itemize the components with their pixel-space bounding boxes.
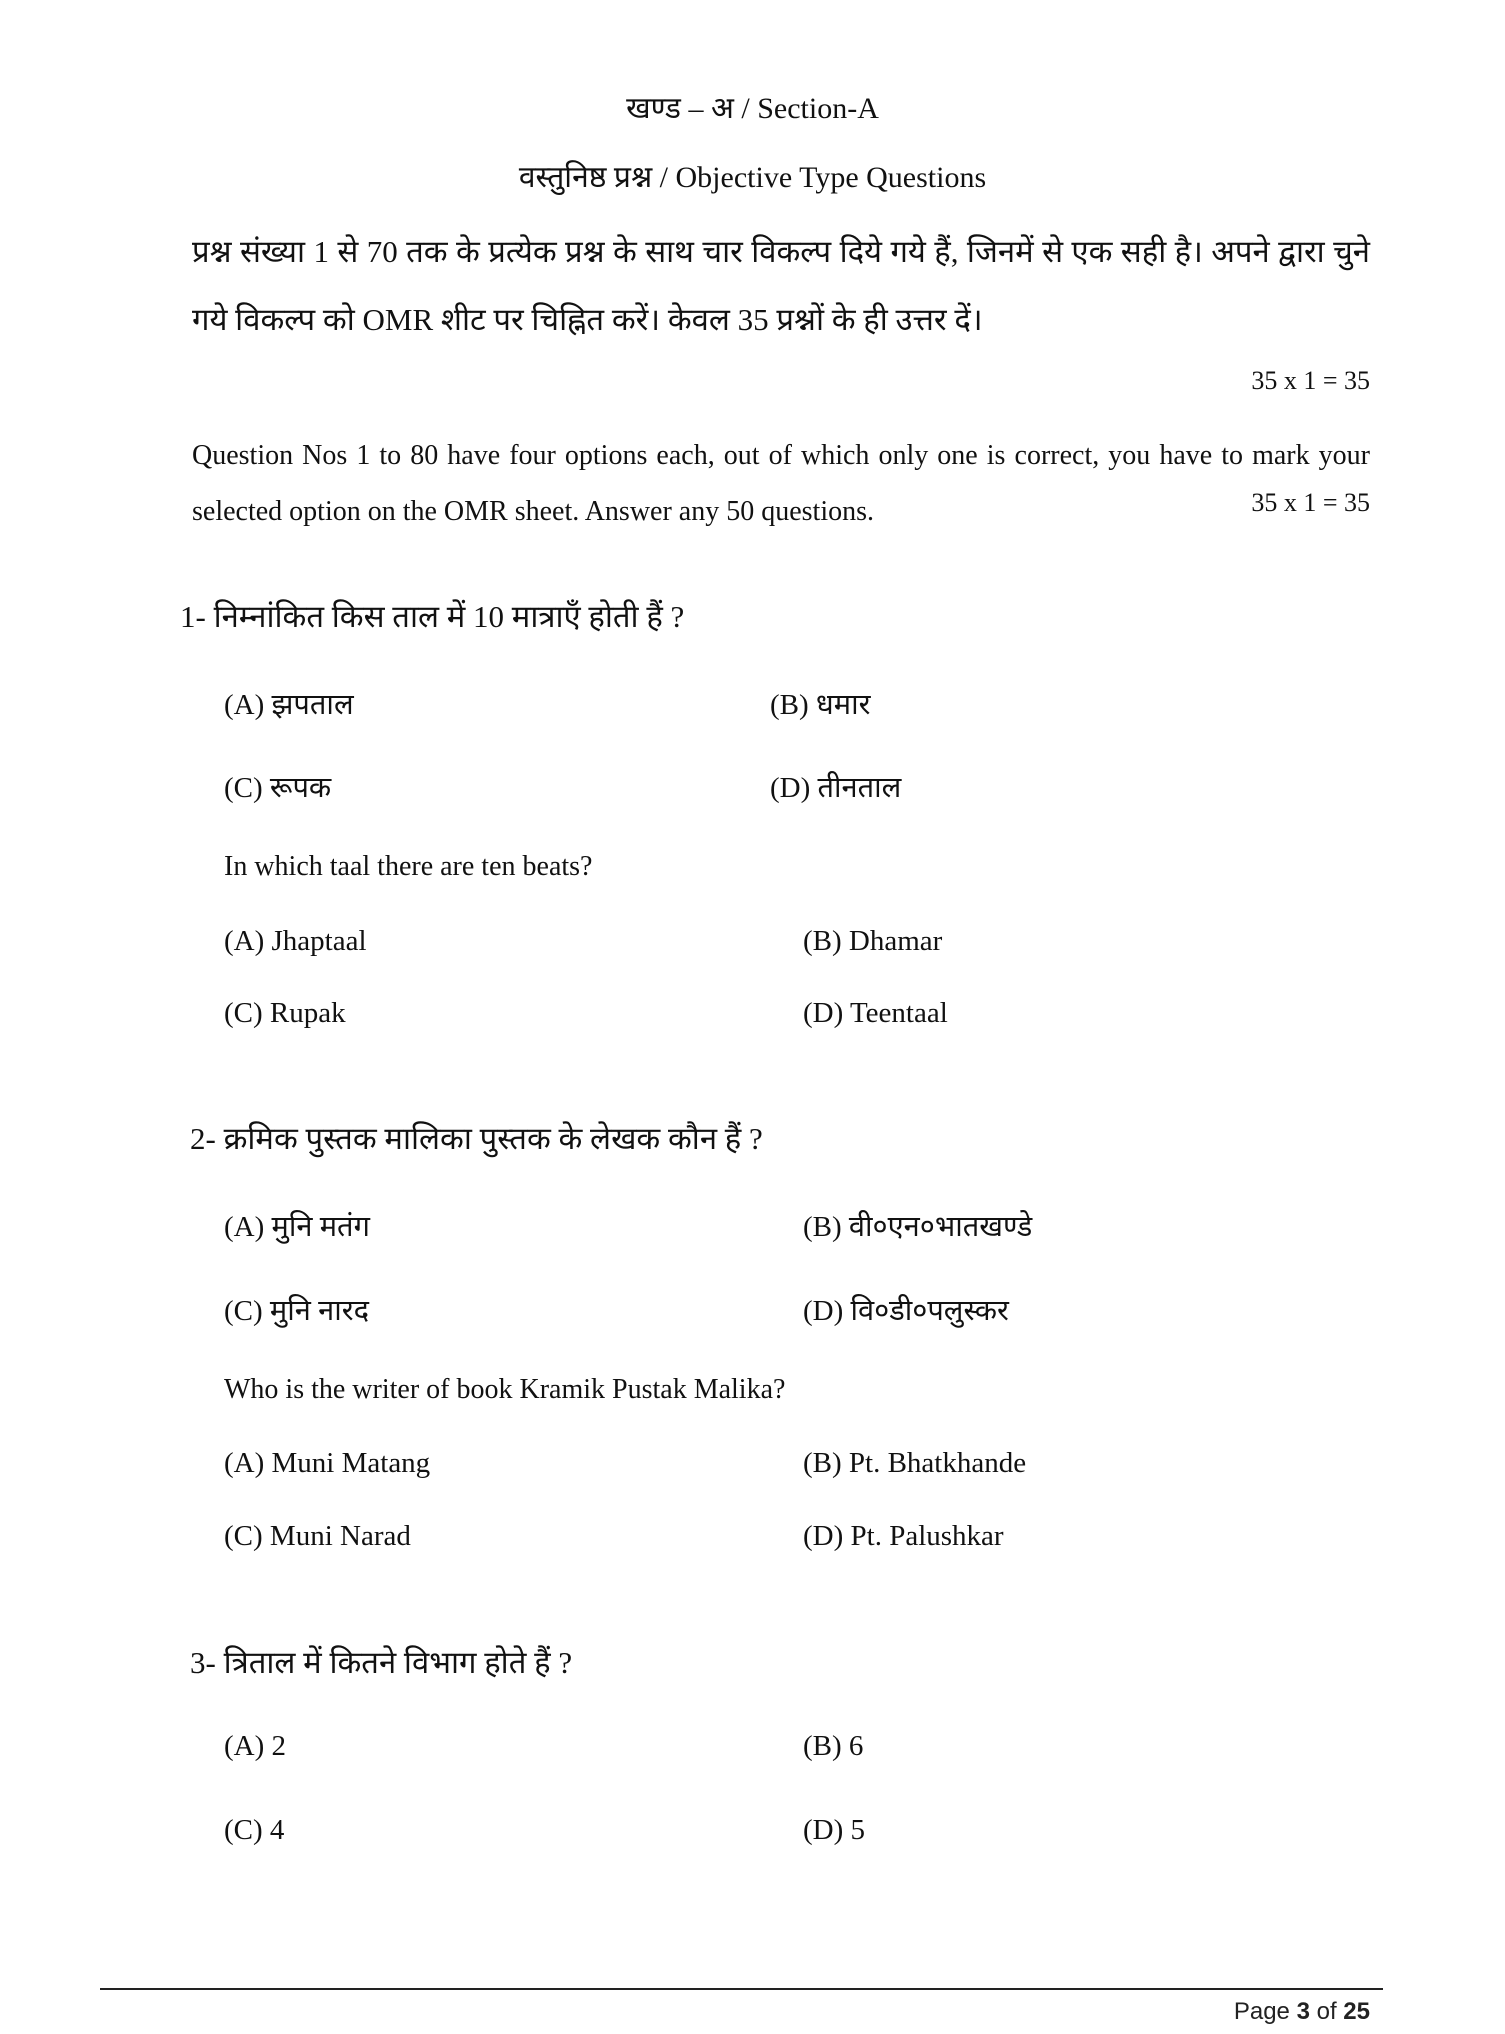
instructions-hindi: प्रश्न संख्या 1 से 70 तक के प्रत्येक प्रश्न के साथ चार विकल्प दिये गये हैं, जिनमें से एक सही है। अपने द्वारा चुने गये विकल्प को OMR शीट पर चिह्नित करें। केवल 35 प्रश्नों के ही उत्तर दें। [192, 234, 1370, 337]
q2-hi-option-d: (D) वि०डी०पलुस्कर [803, 1295, 1009, 1327]
footer-divider [100, 1988, 1383, 1990]
q2-hi-option-b: (B) वी०एन०भातखण्डे [803, 1211, 1033, 1243]
instructions-english: Question Nos 1 to 80 have four options each, out of which only one is correct, you have to mark your selected option on the OMR sheet. Answer any 50 questions. [192, 440, 1370, 527]
q2-en-option-a: (A) Muni Matang [224, 1447, 431, 1479]
q3-hi-option-c: (C) 4 [224, 1814, 285, 1846]
q1-en-option-a: (A) Jhaptaal [224, 925, 367, 957]
question-2-hindi: 2- क्रमिक पुस्तक मालिका पुस्तक के लेखक कौन हैं ? [190, 1121, 763, 1156]
q3-hi-option-a: (A) 2 [224, 1730, 287, 1762]
page-total: 25 [1343, 1998, 1370, 2025]
q1-en-option-c: (C) Rupak [224, 997, 346, 1029]
question-1-english: In which taal there are ten beats? [224, 851, 593, 882]
q1-hi-option-b: (B) धमार [770, 689, 871, 721]
q2-hi-option-a: (A) मुनि मतंग [224, 1211, 370, 1243]
q1-hi-option-a: (A) झपताल [224, 689, 354, 721]
page-of-label: of [1316, 1998, 1337, 2025]
section-title: खण्ड – अ / Section-A [626, 92, 879, 125]
q2-en-option-b: (B) Pt. Bhatkhande [803, 1447, 1027, 1479]
q1-hi-option-d: (D) तीनताल [770, 772, 902, 804]
page-number [1234, 1998, 1370, 2026]
question-3-hindi: 3- त्रिताल में कितने विभाग होते हैं ? [190, 1645, 573, 1680]
q3-hi-option-d: (D) 5 [803, 1814, 866, 1846]
q2-en-option-d: (D) Pt. Palushkar [803, 1520, 1004, 1552]
q1-en-option-d: (D) Teentaal [803, 997, 948, 1029]
question-2-english: Who is the writer of book Kramik Pustak Malika? [224, 1374, 786, 1405]
q3-hi-option-b: (B) 6 [803, 1730, 864, 1762]
question-1-hindi: 1- निम्नांकित किस ताल में 10 मात्राएँ होती हैं ? [180, 599, 685, 634]
marks-english: 35 x 1 = 35 [1251, 488, 1370, 517]
page-current: 3 [1296, 1998, 1310, 2025]
marks-hindi: 35 x 1 = 35 [1251, 366, 1370, 395]
page-label: Page [1233, 1998, 1290, 2025]
q2-en-option-c: (C) Muni Narad [224, 1520, 411, 1552]
q2-hi-option-c: (C) मुनि नारद [224, 1295, 369, 1327]
q1-en-option-b: (B) Dhamar [803, 925, 943, 957]
q1-hi-option-c: (C) रूपक [224, 772, 332, 804]
section-subtitle: वस्तुनिष्ठ प्रश्न / Objective Type Questions [518, 161, 987, 194]
